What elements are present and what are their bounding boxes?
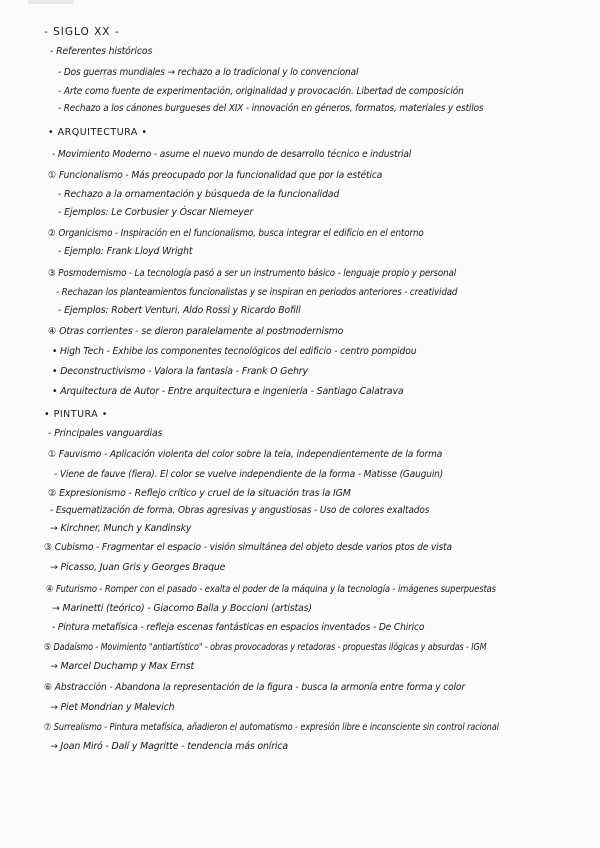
- note-line: - Rechazo a los cánones burgueses del XIX - innovación en géneros, formatos, materiales y estilos: [58, 103, 484, 114]
- note-line: ④ Futurismo - Romper con el pasado - exalta el poder de la máquina y la tecnología - imágenes superpuestas: [46, 584, 496, 595]
- note-line: - Rechazo a la ornamentación y búsqueda de la funcionalidad: [58, 189, 340, 200]
- note-line: ③ Posmodernismo - La tecnología pasó a ser un instrumento básico - lenguaje propio y personal: [48, 268, 456, 279]
- note-line: → Marcel Duchamp y Max Ernst: [50, 661, 195, 672]
- note-line: • Deconstructivismo - Valora la fantasía - Frank O Gehry: [52, 366, 308, 377]
- note-line: - Arte como fuente de experimentación, originalidad y provocación. Libertad de composición: [58, 86, 464, 97]
- note-line: ⑤ Dadaísmo - Movimiento "antiartístico" - obras provocadoras y retadoras - propuestas ilógicas y absurdas - IGM: [44, 642, 487, 653]
- note-line: - Dos guerras mundiales → rechazo a lo tradicional y lo convencional: [58, 67, 359, 78]
- note-line: → Kirchner, Munch y Kandinsky: [50, 523, 192, 534]
- note-line: - Referentes históricos: [50, 46, 153, 57]
- note-line: → Picasso, Juan Gris y Georges Braque: [50, 562, 226, 573]
- note-line: → Joan Miró - Dalí y Magritte - tendencia más onírica: [50, 741, 288, 752]
- note-line: - Movimiento Moderno - asume el nuevo mundo de desarrollo técnico e industrial: [52, 149, 412, 160]
- note-line: ① Fauvismo - Aplicación violenta del color sobre la tela, independientemente de la forma: [48, 449, 443, 460]
- note-line: - Rechazan los planteamientos funcionalistas y se inspiran en periodos anteriores - creatividad: [56, 287, 458, 298]
- note-line: ⑥ Abstracción - Abandona la representación de la figura - busca la armonía entre forma y color: [44, 682, 465, 693]
- title-siglo-xx: - SIGLO XX -: [44, 26, 120, 38]
- note-line: → Marinetti (teórico) - Giacomo Balla y Boccioni (artistas): [52, 603, 312, 614]
- note-line: ② Organicismo - Inspiración en el funcionalismo, busca integrar el edificio en el entorno: [48, 228, 424, 239]
- note-line: - Esquematización de forma. Obras agresivas y angustiosas - Uso de colores exaltados: [50, 505, 430, 516]
- note-line: • Arquitectura de Autor - Entre arquitectura e ingeniería - Santiago Calatrava: [52, 386, 404, 397]
- paper-smudge: [28, 0, 74, 4]
- note-line: ① Funcionalismo - Más preocupado por la funcionalidad que por la estética: [48, 170, 383, 181]
- note-line: ⑦ Surrealismo - Pintura metafísica, añadieron el automatismo - expresión libre e inconsciente sin control racional: [44, 722, 499, 733]
- section-heading-arquitectura: • ARQUITECTURA •: [48, 127, 148, 138]
- note-line: - Viene de fauve (fiera). El color se vuelve independiente de la forma - Matisse (Gauguin): [54, 469, 444, 480]
- note-line: - Ejemplos: Robert Venturi, Aldo Rossi y Ricardo Bofill: [58, 305, 301, 316]
- note-line: ② Expresionismo - Reflejo crítico y cruel de la situación tras la IGM: [48, 488, 351, 499]
- note-line: → Piet Mondrian y Malevich: [50, 702, 175, 713]
- note-line: • High Tech - Exhibe los componentes tecnológicos del edificio - centro pompidou: [52, 346, 417, 357]
- section-heading-pintura: • PINTURA •: [44, 409, 108, 420]
- note-line: - Ejemplos: Le Corbusier y Óscar Niemeyer: [58, 207, 254, 218]
- note-line: - Ejemplo: Frank Lloyd Wright: [58, 246, 193, 257]
- note-line: - Principales vanguardias: [48, 428, 163, 439]
- note-line: ④ Otras corrientes - se dieron paralelamente al postmodernismo: [48, 326, 344, 337]
- note-line: - Pintura metafísica - refleja escenas fantásticas en espacios inventados - De Chirico: [52, 622, 425, 633]
- note-line: ③ Cubismo - Fragmentar el espacio - visión simultánea del objeto desde varios ptos de vista: [44, 542, 452, 553]
